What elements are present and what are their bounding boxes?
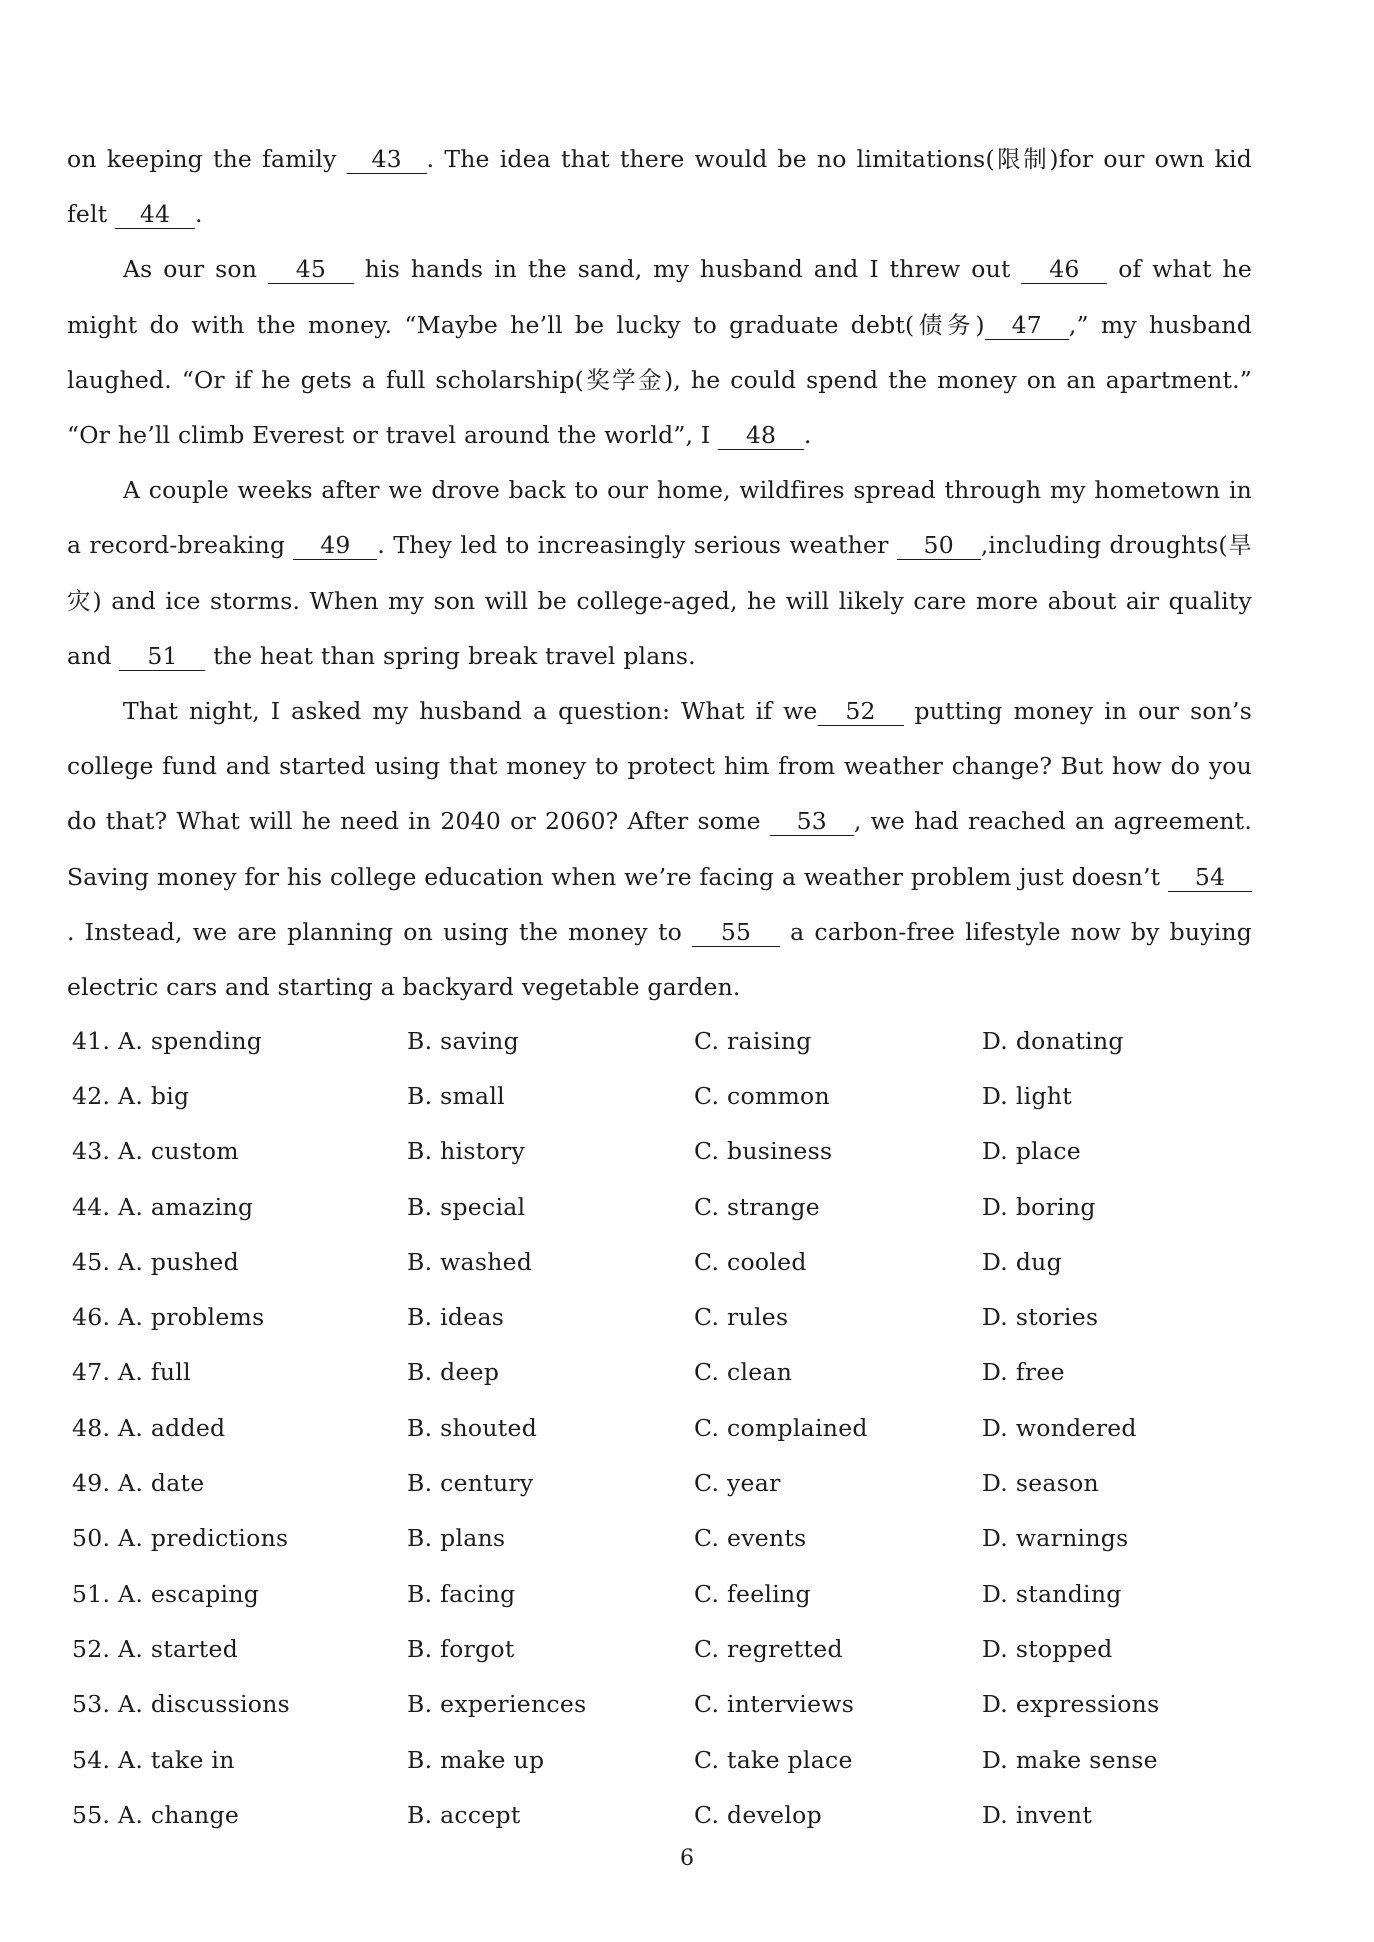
question-42-options [72, 1068, 1242, 1123]
option-d: D. standing [982, 1579, 1122, 1608]
blank-44: 44 [115, 200, 195, 229]
question-52-options [72, 1621, 1242, 1676]
option-b: B. experiences [407, 1690, 587, 1719]
option-b: B. special [407, 1192, 526, 1221]
option-a: 53. A. discussions [72, 1690, 291, 1719]
blank-55: 55 [692, 918, 780, 947]
option-c: C. year [694, 1469, 781, 1498]
passage-text: a carbon-free lifestyle now by buying electric cars and starting a backyard vegetable garden. [67, 917, 1253, 1002]
option-b: B. shouted [407, 1413, 538, 1442]
passage-text: . [804, 421, 812, 450]
option-d: D. free [982, 1358, 1065, 1387]
blank-49: 49 [293, 531, 377, 560]
passage-text: As our son [123, 255, 268, 284]
passage-text: the heat than spring break travel plans. [205, 641, 696, 670]
passage-text: . [195, 200, 203, 229]
question-54-options [72, 1732, 1242, 1787]
option-a: 42. A. big [72, 1081, 190, 1110]
option-b: B. make up [407, 1745, 545, 1774]
blank-43: 43 [347, 145, 427, 174]
option-b: B. deep [407, 1358, 500, 1387]
option-d: D. stopped [982, 1634, 1113, 1663]
option-c: C. clean [694, 1358, 793, 1387]
question-45-options [72, 1234, 1242, 1289]
passage-text: A couple weeks after we drove back to our home, wildfires spread through my hometown in a record-breaking [67, 476, 1252, 560]
option-d: D. place [982, 1137, 1081, 1166]
question-49-options [72, 1455, 1242, 1510]
blank-54: 54 [1168, 863, 1252, 892]
option-a: 47. A. full [72, 1358, 191, 1387]
option-c: C. business [694, 1137, 833, 1166]
option-b: B. saving [407, 1026, 519, 1055]
question-53-options [72, 1677, 1242, 1732]
question-41-options [72, 1013, 1242, 1068]
question-50-options [72, 1511, 1242, 1566]
option-d: D. dug [982, 1247, 1062, 1276]
blank-46: 46 [1021, 255, 1107, 284]
option-d: D. warnings [982, 1524, 1129, 1553]
option-c: C. common [694, 1081, 830, 1110]
option-c: C. events [694, 1524, 807, 1553]
option-a: 55. A. change [72, 1800, 240, 1829]
option-c: C. develop [694, 1800, 822, 1829]
option-c: C. complained [694, 1413, 868, 1442]
blank-50: 50 [897, 531, 981, 560]
option-c: C. strange [694, 1192, 820, 1221]
blank-51: 51 [119, 642, 205, 671]
passage-text: of what he might do with the money. “Maybe he’ll be lucky to graduate debt(债务) [67, 255, 1252, 339]
option-a: 52. A. started [72, 1634, 239, 1663]
question-43-options [72, 1124, 1242, 1179]
option-a: 41. A. spending [72, 1026, 263, 1055]
blank-47: 47 [985, 311, 1069, 340]
option-c: C. cooled [694, 1247, 807, 1276]
option-b: B. history [407, 1137, 526, 1166]
option-d: D. make sense [982, 1745, 1158, 1774]
option-d: D. season [982, 1469, 1099, 1498]
option-d: D. boring [982, 1192, 1096, 1221]
cloze-passage [67, 132, 1252, 1015]
option-c: C. take place [694, 1745, 853, 1774]
option-a: 43. A. custom [72, 1137, 239, 1166]
option-b: B. century [407, 1469, 534, 1498]
passage-text: . Instead, we are planning on using the money to [67, 917, 693, 946]
question-46-options [72, 1289, 1242, 1344]
passage-text: ,” my husband laughed. “Or if he gets a full scholarship(奖学金), he could spend the money on an apartment.” “Or he’ll climb Everest or travel around the world”, I [67, 310, 1252, 450]
blank-48: 48 [718, 421, 804, 450]
option-a: 46. A. problems [72, 1303, 265, 1332]
option-d: D. wondered [982, 1413, 1137, 1442]
option-c: C. feeling [694, 1579, 811, 1608]
option-b: B. washed [407, 1247, 533, 1276]
option-b: B. small [407, 1081, 505, 1110]
answer-options [72, 1013, 1242, 1842]
option-d: D. donating [982, 1026, 1124, 1055]
passage-text: on keeping the family [67, 145, 347, 173]
page-number: 6 [680, 1846, 694, 1871]
blank-52: 52 [818, 697, 904, 726]
option-a: 45. A. pushed [72, 1247, 239, 1276]
option-d: D. expressions [982, 1690, 1160, 1719]
option-c: C. regretted [694, 1634, 843, 1663]
blank-45: 45 [268, 255, 354, 284]
passage-paragraph-2 [67, 242, 1252, 463]
passage-paragraph-1 [67, 132, 1252, 242]
option-a: 51. A. escaping [72, 1579, 260, 1608]
option-d: D. light [982, 1081, 1072, 1110]
option-c: C. rules [694, 1303, 789, 1332]
question-44-options [72, 1179, 1242, 1234]
option-a: 44. A. amazing [72, 1192, 254, 1221]
passage-text: putting money in our son’s college fund and started using that money to protect him from weather change? But how do you do that? What will he need in 2040 or 2060? After some [67, 697, 1252, 836]
option-d: D. stories [982, 1303, 1099, 1332]
option-b: B. accept [407, 1800, 521, 1829]
option-c: C. raising [694, 1026, 812, 1055]
passage-text: his hands in the sand, my husband and I threw out [353, 255, 1022, 284]
option-b: B. facing [407, 1579, 516, 1608]
passage-text: , we had reached an agreement. Saving money for his college education when we’re facing a weather problem just doesn’t [67, 807, 1252, 891]
option-a: 50. A. predictions [72, 1524, 289, 1553]
passage-text: . The idea that there would be no limitations(限制)for our own kid felt [67, 145, 1253, 229]
blank-53: 53 [770, 807, 854, 836]
passage-text: That night, I asked my husband a question: What if we [123, 697, 818, 726]
option-a: 48. A. added [72, 1413, 226, 1442]
option-c: C. interviews [694, 1690, 855, 1719]
option-a: 54. A. take in [72, 1745, 235, 1774]
option-b: B. forgot [407, 1634, 515, 1663]
option-b: B. ideas [407, 1303, 505, 1332]
passage-text: . They led to increasingly serious weather [377, 531, 897, 560]
passage-paragraph-3 [67, 463, 1252, 684]
question-48-options [72, 1400, 1242, 1455]
option-d: D. invent [982, 1800, 1093, 1829]
option-a: 49. A. date [72, 1469, 205, 1498]
question-51-options [72, 1566, 1242, 1621]
passage-text: ,including droughts(旱灾) and ice storms. When my son will be college-aged, he will likely care more about air quality and [67, 531, 1252, 670]
question-47-options [72, 1345, 1242, 1400]
question-55-options [72, 1787, 1242, 1842]
passage-paragraph-4 [67, 684, 1252, 1015]
option-b: B. plans [407, 1524, 506, 1553]
